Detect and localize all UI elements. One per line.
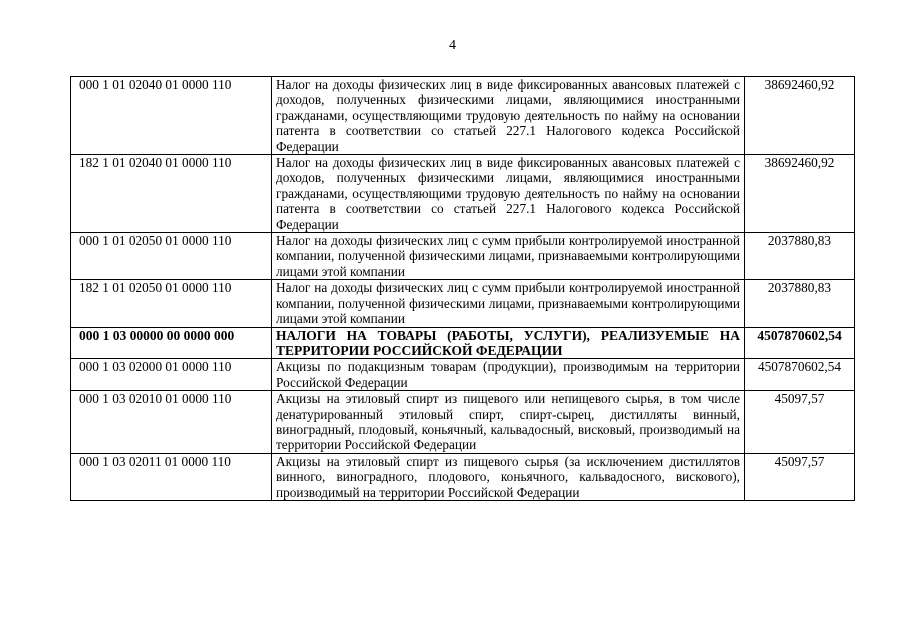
budget-code-cell: 182 1 01 02040 01 0000 110 [71,155,272,233]
table-row [71,391,855,454]
amount-cell: 45097,57 [745,453,855,500]
table-row [71,327,855,359]
table-body [71,77,855,501]
table-row [71,155,855,233]
revenue-name-cell: Акцизы на этиловый спирт из пищевого сырья (за исключением дистиллятов винного, виноградного, плодового, коньячного, кальвадосного, вискового), производимый на территории Российской Федерации [272,453,745,500]
revenue-name-cell: Налог на доходы физических лиц с сумм прибыли контролируемой иностранной компании, полученной физическими лицами, признаваемыми контролирующими лицами этой компании [272,280,745,327]
amount-cell: 38692460,92 [745,77,855,155]
budget-code-cell: 182 1 01 02050 01 0000 110 [71,280,272,327]
budget-code-cell: 000 1 03 02011 01 0000 110 [71,453,272,500]
revenue-name-cell: Налог на доходы физических лиц с сумм прибыли контролируемой иностранной компании, полученной физическими лицами, признаваемыми контролирующими лицами этой компании [272,233,745,280]
amount-cell: 2037880,83 [745,233,855,280]
amount-cell: 45097,57 [745,391,855,454]
revenue-table [70,76,855,501]
revenue-name-cell: Акцизы на этиловый спирт из пищевого или непищевого сырья, в том числе денатурированный этиловый спирт, спирт-сырец, дистилляты винный, виноградный, плодовый, коньячный, кальвадосный, висковый, производимый на территории Российской Федерации [272,391,745,454]
budget-code-cell: 000 1 03 00000 00 0000 000 [71,327,272,359]
budget-code-cell: 000 1 03 02010 01 0000 110 [71,391,272,454]
table-row [71,233,855,280]
table-row [71,77,855,155]
amount-cell: 38692460,92 [745,155,855,233]
budget-code-cell: 000 1 03 02000 01 0000 110 [71,359,272,391]
table-row [71,280,855,327]
revenue-name-cell: Акцизы по подакцизным товарам (продукции), производимым на территории Российской Федерации [272,359,745,391]
budget-code-cell: 000 1 01 02040 01 0000 110 [71,77,272,155]
amount-cell: 4507870602,54 [745,327,855,359]
amount-cell: 2037880,83 [745,280,855,327]
budget-code-cell: 000 1 01 02050 01 0000 110 [71,233,272,280]
page-number: 4 [449,38,456,53]
revenue-name-cell: Налог на доходы физических лиц в виде фиксированных авансовых платежей с доходов, полученных физическими лицами, являющимися иностранными гражданами, осуществляющими трудовую деятельность по найму на основании патента в соответствии со статьей 227.1 Налогового кодекса Российской Федерации [272,77,745,155]
revenue-name-cell: Налог на доходы физических лиц в виде фиксированных авансовых платежей с доходов, полученных физическими лицами, являющимися иностранными гражданами, осуществляющими трудовую деятельность по найму на основании патента в соответствии со статьей 227.1 Налогового кодекса Российской Федерации [272,155,745,233]
table-row [71,453,855,500]
table-row [71,359,855,391]
amount-cell: 4507870602,54 [745,359,855,391]
revenue-name-cell: НАЛОГИ НА ТОВАРЫ (РАБОТЫ, УСЛУГИ), РЕАЛИЗУЕМЫЕ НА ТЕРРИТОРИИ РОССИЙСКОЙ ФЕДЕРАЦИИ [272,327,745,359]
